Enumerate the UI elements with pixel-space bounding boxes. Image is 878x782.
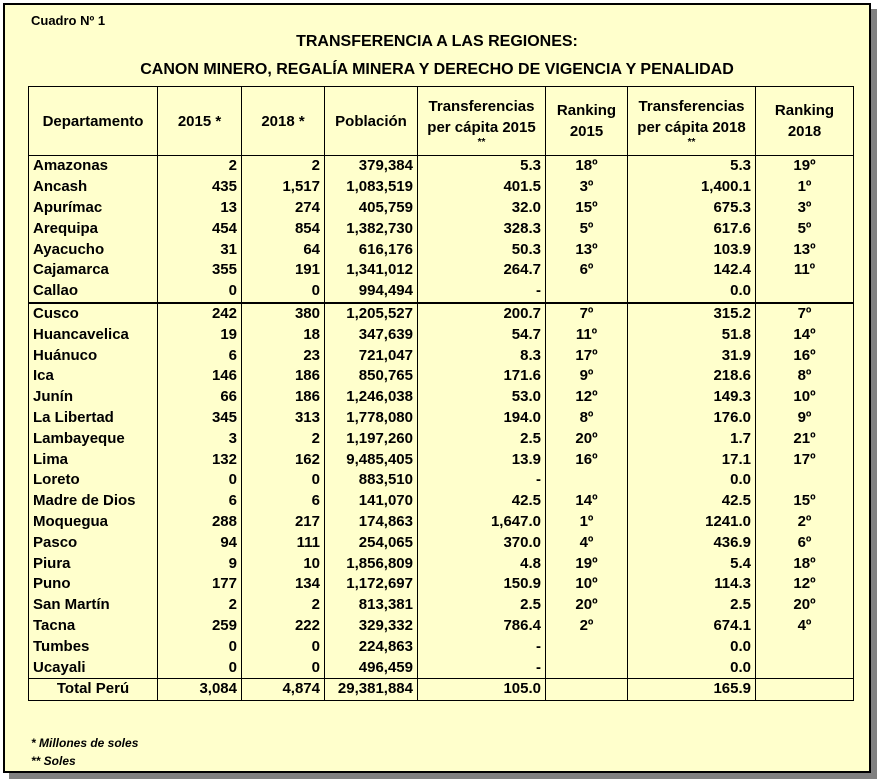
cell-transfer-2018: 134 [242, 574, 325, 595]
cell-departamento: Madre de Dios [29, 491, 158, 512]
cell-ranking-2015 [546, 636, 628, 657]
table-row [29, 553, 854, 574]
cell-transfer-2018: 2 [242, 595, 325, 616]
cell-ranking-2018: 2º [756, 512, 854, 533]
cell-per-capita-2018: 176.0 [628, 408, 756, 429]
cell-ranking-2018: 15º [756, 491, 854, 512]
cell-ranking-2018: 14º [756, 324, 854, 345]
cell-transfer-2018: 186 [242, 387, 325, 408]
table-row [29, 428, 854, 449]
cell-ranking-2015: 3º [546, 177, 628, 198]
cell-poblacion: 1,382,730 [325, 218, 418, 239]
footnotes [31, 734, 138, 770]
cell-transfer-2018: 186 [242, 366, 325, 387]
cell-ranking-2015: 5º [546, 218, 628, 239]
cell-transfer-2018: 64 [242, 239, 325, 260]
cell-ranking-2018: 21º [756, 428, 854, 449]
cell-poblacion: 721,047 [325, 345, 418, 366]
cell-departamento: Huancavelica [29, 324, 158, 345]
cell-per-capita-2018: 1.7 [628, 428, 756, 449]
cell-per-capita-2018: 0.0 [628, 470, 756, 491]
cell-transfer-2015: 6 [158, 491, 242, 512]
table-row [29, 366, 854, 387]
cell-per-capita-2015: - [418, 470, 546, 491]
total-cell-per-capita-2015: 105.0 [418, 678, 546, 700]
cell-poblacion: 347,639 [325, 324, 418, 345]
cell-poblacion: 883,510 [325, 470, 418, 491]
cell-departamento: Callao [29, 281, 158, 303]
cell-poblacion: 813,381 [325, 595, 418, 616]
cell-per-capita-2015: 328.3 [418, 218, 546, 239]
total-row [29, 678, 854, 700]
cuadro-label: Cuadro Nº 1 [31, 13, 106, 28]
cell-ranking-2018: 13º [756, 239, 854, 260]
cell-per-capita-2015: 150.9 [418, 574, 546, 595]
cell-per-capita-2015: 1,647.0 [418, 512, 546, 533]
header-transfer-pc-2015: Transferencias per cápita 2015 ** [418, 87, 546, 156]
cell-ranking-2018 [756, 657, 854, 678]
cell-departamento: Apurímac [29, 198, 158, 219]
cell-per-capita-2018: 31.9 [628, 345, 756, 366]
cell-poblacion: 1,246,038 [325, 387, 418, 408]
cell-per-capita-2015: 8.3 [418, 345, 546, 366]
cell-per-capita-2015: 194.0 [418, 408, 546, 429]
table-row [29, 574, 854, 595]
cell-per-capita-2018: 617.6 [628, 218, 756, 239]
cell-transfer-2018: 0 [242, 281, 325, 303]
cell-poblacion: 1,856,809 [325, 553, 418, 574]
cell-ranking-2015: 19º [546, 553, 628, 574]
cell-ranking-2018: 16º [756, 345, 854, 366]
cell-transfer-2015: 94 [158, 532, 242, 553]
cell-ranking-2018: 17º [756, 449, 854, 470]
table-frame [3, 3, 871, 773]
cell-ranking-2015: 2º [546, 616, 628, 637]
cell-poblacion: 850,765 [325, 366, 418, 387]
cell-transfer-2018: 191 [242, 260, 325, 281]
cell-per-capita-2018: 5.4 [628, 553, 756, 574]
cell-ranking-2018: 4º [756, 616, 854, 637]
cell-ranking-2015 [546, 281, 628, 303]
cell-ranking-2015: 17º [546, 345, 628, 366]
cell-departamento: Junín [29, 387, 158, 408]
cell-ranking-2015: 11º [546, 324, 628, 345]
table-row [29, 408, 854, 429]
cell-per-capita-2015: 200.7 [418, 303, 546, 325]
table-row [29, 449, 854, 470]
cell-transfer-2015: 6 [158, 345, 242, 366]
cell-transfer-2015: 0 [158, 470, 242, 491]
cell-per-capita-2015: - [418, 636, 546, 657]
cell-per-capita-2015: - [418, 281, 546, 303]
cell-transfer-2018: 162 [242, 449, 325, 470]
cell-per-capita-2018: 0.0 [628, 657, 756, 678]
cell-departamento: Ucayali [29, 657, 158, 678]
cell-transfer-2015: 9 [158, 553, 242, 574]
cell-transfer-2015: 242 [158, 303, 242, 325]
cell-transfer-2015: 177 [158, 574, 242, 595]
cell-ranking-2015: 18º [546, 156, 628, 177]
cell-ranking-2015 [546, 470, 628, 491]
cell-ranking-2018 [756, 281, 854, 303]
cell-transfer-2018: 0 [242, 657, 325, 678]
cell-departamento: Lambayeque [29, 428, 158, 449]
cell-transfer-2018: 274 [242, 198, 325, 219]
cell-per-capita-2018: 0.0 [628, 636, 756, 657]
cell-ranking-2015: 13º [546, 239, 628, 260]
cell-poblacion: 1,172,697 [325, 574, 418, 595]
cell-poblacion: 1,205,527 [325, 303, 418, 325]
cell-ranking-2015: 8º [546, 408, 628, 429]
cell-per-capita-2018: 42.5 [628, 491, 756, 512]
cell-departamento: San Martín [29, 595, 158, 616]
title-line-2: CANON MINERO, REGALÍA MINERA Y DERECHO DE VIGENCIA Y PENALIDAD [140, 61, 734, 78]
cell-poblacion: 994,494 [325, 281, 418, 303]
cell-departamento: Cajamarca [29, 260, 158, 281]
cell-ranking-2018: 18º [756, 553, 854, 574]
cell-ranking-2015: 14º [546, 491, 628, 512]
table-row [29, 239, 854, 260]
cell-poblacion: 379,384 [325, 156, 418, 177]
cell-per-capita-2015: 171.6 [418, 366, 546, 387]
cell-transfer-2015: 31 [158, 239, 242, 260]
cell-departamento: Tacna [29, 616, 158, 637]
cell-per-capita-2018: 17.1 [628, 449, 756, 470]
cell-per-capita-2018: 142.4 [628, 260, 756, 281]
cell-departamento: La Libertad [29, 408, 158, 429]
cell-per-capita-2018: 114.3 [628, 574, 756, 595]
table-row [29, 470, 854, 491]
table-row [29, 636, 854, 657]
cell-ranking-2015: 12º [546, 387, 628, 408]
cell-transfer-2015: 19 [158, 324, 242, 345]
cell-transfer-2018: 2 [242, 156, 325, 177]
cell-per-capita-2018: 1,400.1 [628, 177, 756, 198]
cell-poblacion: 405,759 [325, 198, 418, 219]
cell-per-capita-2015: 786.4 [418, 616, 546, 637]
cell-ranking-2018: 9º [756, 408, 854, 429]
cell-per-capita-2018: 5.3 [628, 156, 756, 177]
cell-poblacion: 1,341,012 [325, 260, 418, 281]
total-cell-ranking-2018 [756, 678, 854, 700]
cell-departamento: Amazonas [29, 156, 158, 177]
cell-ranking-2015: 20º [546, 595, 628, 616]
cell-per-capita-2015: 42.5 [418, 491, 546, 512]
footnote-millones: * Millones de soles [31, 736, 139, 750]
cell-poblacion: 141,070 [325, 491, 418, 512]
table-row [29, 177, 854, 198]
cell-transfer-2018: 6 [242, 491, 325, 512]
cell-transfer-2018: 1,517 [242, 177, 325, 198]
cell-per-capita-2015: - [418, 657, 546, 678]
cell-transfer-2018: 217 [242, 512, 325, 533]
total-cell-departamento: Total Perú [29, 678, 158, 700]
cell-transfer-2015: 355 [158, 260, 242, 281]
title-line-1: TRANSFERENCIA A LAS REGIONES: [296, 33, 578, 50]
table-row [29, 616, 854, 637]
table-row [29, 198, 854, 219]
table-row [29, 512, 854, 533]
cell-ranking-2015: 20º [546, 428, 628, 449]
header-2018: 2018 * [242, 87, 325, 156]
cell-poblacion: 1,778,080 [325, 408, 418, 429]
cell-per-capita-2015: 264.7 [418, 260, 546, 281]
cell-ranking-2018: 5º [756, 218, 854, 239]
cell-ranking-2015: 1º [546, 512, 628, 533]
header-ranking-2015: Ranking 2015 [546, 87, 628, 156]
cell-per-capita-2018: 218.6 [628, 366, 756, 387]
cell-departamento: Tumbes [29, 636, 158, 657]
cell-ranking-2018 [756, 636, 854, 657]
cell-per-capita-2015: 370.0 [418, 532, 546, 553]
cell-transfer-2015: 345 [158, 408, 242, 429]
cell-ranking-2018: 8º [756, 366, 854, 387]
cell-transfer-2015: 2 [158, 595, 242, 616]
cell-transfer-2018: 23 [242, 345, 325, 366]
cell-poblacion: 9,485,405 [325, 449, 418, 470]
cell-ranking-2018: 6º [756, 532, 854, 553]
header-transfer-pc-2018: Transferencias per cápita 2018 ** [628, 87, 756, 156]
cell-poblacion: 174,863 [325, 512, 418, 533]
cell-poblacion: 1,197,260 [325, 428, 418, 449]
header-ranking-2018: Ranking 2018 [756, 87, 854, 156]
cell-per-capita-2015: 5.3 [418, 156, 546, 177]
cell-per-capita-2018: 51.8 [628, 324, 756, 345]
cell-per-capita-2015: 2.5 [418, 595, 546, 616]
cell-departamento: Huánuco [29, 345, 158, 366]
table-row [29, 218, 854, 239]
cell-per-capita-2018: 2.5 [628, 595, 756, 616]
cell-ranking-2015: 16º [546, 449, 628, 470]
footnote-soles: ** Soles [31, 754, 76, 768]
cell-per-capita-2018: 674.1 [628, 616, 756, 637]
cell-departamento: Arequipa [29, 218, 158, 239]
cell-departamento: Moquegua [29, 512, 158, 533]
cell-ranking-2015: 9º [546, 366, 628, 387]
cell-per-capita-2015: 401.5 [418, 177, 546, 198]
table-row [29, 491, 854, 512]
header-row [29, 87, 854, 156]
cell-ranking-2018: 1º [756, 177, 854, 198]
table-row [29, 657, 854, 678]
cell-transfer-2018: 18 [242, 324, 325, 345]
cell-per-capita-2018: 1241.0 [628, 512, 756, 533]
header-departamento: Departamento [29, 87, 158, 156]
cell-ranking-2018: 10º [756, 387, 854, 408]
cell-transfer-2015: 288 [158, 512, 242, 533]
table-row [29, 260, 854, 281]
table-row [29, 387, 854, 408]
table-row [29, 532, 854, 553]
cell-departamento: Cusco [29, 303, 158, 325]
cell-ranking-2018: 11º [756, 260, 854, 281]
cell-ranking-2018: 7º [756, 303, 854, 325]
cell-ranking-2015: 7º [546, 303, 628, 325]
cell-per-capita-2018: 436.9 [628, 532, 756, 553]
cell-departamento: Lima [29, 449, 158, 470]
cell-per-capita-2015: 13.9 [418, 449, 546, 470]
cell-departamento: Pasco [29, 532, 158, 553]
cell-per-capita-2018: 315.2 [628, 303, 756, 325]
cell-per-capita-2015: 50.3 [418, 239, 546, 260]
cell-transfer-2015: 146 [158, 366, 242, 387]
cell-departamento: Ancash [29, 177, 158, 198]
cell-transfer-2018: 111 [242, 532, 325, 553]
cell-per-capita-2018: 103.9 [628, 239, 756, 260]
cell-per-capita-2018: 149.3 [628, 387, 756, 408]
total-cell-per-capita-2018: 165.9 [628, 678, 756, 700]
cell-transfer-2018: 10 [242, 553, 325, 574]
cell-transfer-2018: 222 [242, 616, 325, 637]
cell-per-capita-2018: 675.3 [628, 198, 756, 219]
cell-ranking-2018: 19º [756, 156, 854, 177]
table-row [29, 324, 854, 345]
cell-transfer-2018: 313 [242, 408, 325, 429]
cell-per-capita-2015: 53.0 [418, 387, 546, 408]
total-cell-transfer-2018: 4,874 [242, 678, 325, 700]
cell-transfer-2015: 13 [158, 198, 242, 219]
cell-ranking-2015 [546, 657, 628, 678]
total-cell-transfer-2015: 3,084 [158, 678, 242, 700]
cell-departamento: Piura [29, 553, 158, 574]
cell-transfer-2015: 3 [158, 428, 242, 449]
cell-ranking-2015: 15º [546, 198, 628, 219]
cell-transfer-2015: 435 [158, 177, 242, 198]
cell-transfer-2015: 66 [158, 387, 242, 408]
cell-per-capita-2015: 2.5 [418, 428, 546, 449]
cell-departamento: Loreto [29, 470, 158, 491]
transfer-table [28, 86, 854, 701]
cell-departamento: Puno [29, 574, 158, 595]
cell-poblacion: 616,176 [325, 239, 418, 260]
cell-ranking-2018: 12º [756, 574, 854, 595]
cell-per-capita-2018: 0.0 [628, 281, 756, 303]
cell-transfer-2015: 0 [158, 657, 242, 678]
cell-transfer-2015: 0 [158, 281, 242, 303]
cell-ranking-2015: 4º [546, 532, 628, 553]
cell-ranking-2015: 6º [546, 260, 628, 281]
cell-transfer-2015: 2 [158, 156, 242, 177]
cell-transfer-2018: 854 [242, 218, 325, 239]
cell-ranking-2018: 20º [756, 595, 854, 616]
cell-transfer-2015: 259 [158, 616, 242, 637]
table-row [29, 156, 854, 177]
cell-transfer-2018: 2 [242, 428, 325, 449]
cell-transfer-2018: 380 [242, 303, 325, 325]
cell-poblacion: 254,065 [325, 532, 418, 553]
cell-transfer-2015: 132 [158, 449, 242, 470]
table-row [29, 345, 854, 366]
table-row [29, 281, 854, 303]
cell-poblacion: 224,863 [325, 636, 418, 657]
total-cell-ranking-2015 [546, 678, 628, 700]
cell-poblacion: 1,083,519 [325, 177, 418, 198]
cell-per-capita-2015: 32.0 [418, 198, 546, 219]
header-2015: 2015 * [158, 87, 242, 156]
cell-ranking-2015: 10º [546, 574, 628, 595]
header-poblacion: Población [325, 87, 418, 156]
table-row [29, 595, 854, 616]
cell-departamento: Ica [29, 366, 158, 387]
cell-per-capita-2015: 4.8 [418, 553, 546, 574]
table-row [29, 303, 854, 325]
cell-transfer-2018: 0 [242, 470, 325, 491]
cell-transfer-2015: 0 [158, 636, 242, 657]
cell-poblacion: 496,459 [325, 657, 418, 678]
cell-poblacion: 329,332 [325, 616, 418, 637]
cell-ranking-2018 [756, 470, 854, 491]
cell-transfer-2015: 454 [158, 218, 242, 239]
cell-transfer-2018: 0 [242, 636, 325, 657]
cell-per-capita-2015: 54.7 [418, 324, 546, 345]
cell-departamento: Ayacucho [29, 239, 158, 260]
total-cell-poblacion: 29,381,884 [325, 678, 418, 700]
cell-ranking-2018: 3º [756, 198, 854, 219]
